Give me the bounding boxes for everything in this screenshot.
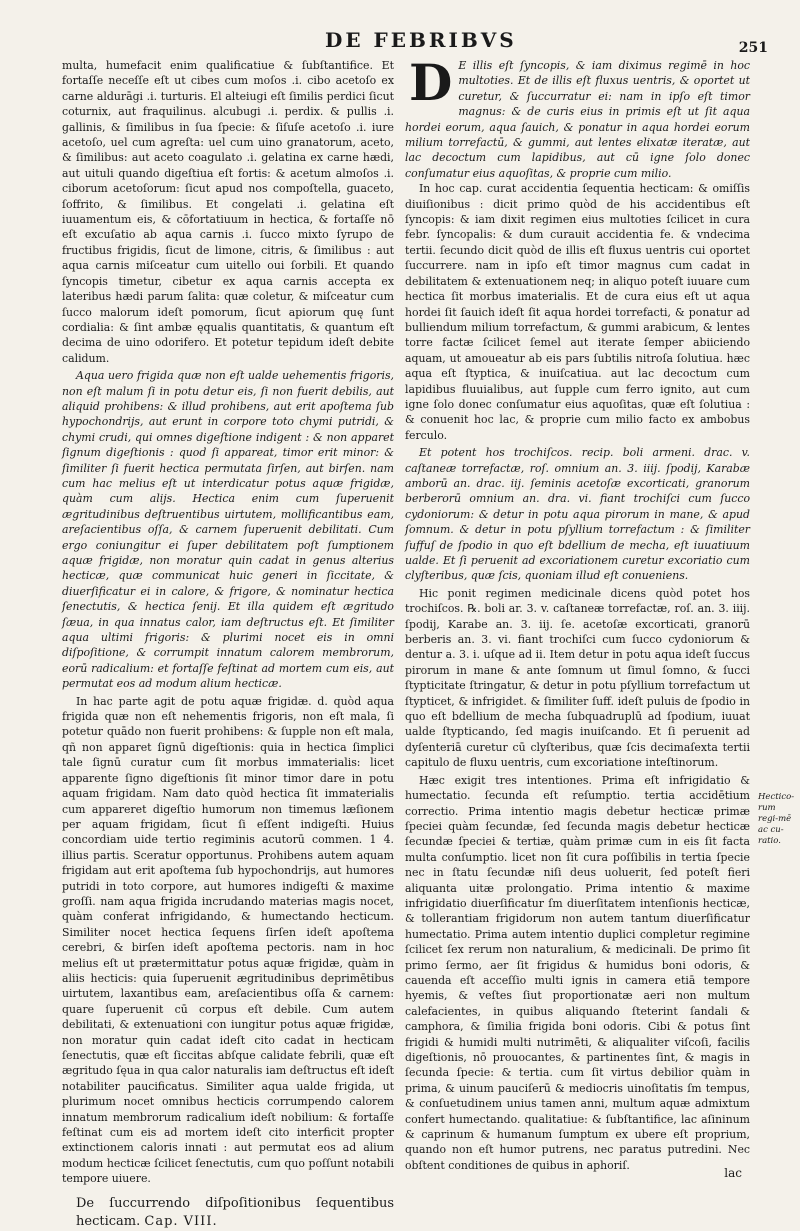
right-paragraph-1: E illis eſt ſyncopis, & iam diximus regimē in hoc multoties. Et de illis eſt fluxus uentris, & oportet ut curetur, & ſuccurratur ei: nam in ipſo eſt timor magnus: & de curis eius in primis eſt ut ſit aqua hordei eorum, aqua ſauich, & ponatur in aqua hordei eorum milium torrefactū, & gummi, aut lentes elixatæ iteratæ, aut lac decoctum cum lapidibus, aut cū igne ſolo donec conſumatur eius aquoſitas, & proprie cum milio. <box>405 59 750 180</box>
chapter-heading-block <box>62 1195 394 1231</box>
left-column <box>62 58 394 1231</box>
page-number: 251 <box>738 40 768 56</box>
running-title: DE FEBRIBVS <box>325 28 517 52</box>
left-paragraph-1: multa, humefacit enim qualificatiue & ſubſtantifice. Et fortaſſe neceſſe eſt ut cibes cum moſos .i. cibo acetoſo ex carne aldurāgi .i. turturis. El alteiugi eſt ſimilis perdici ſicut coturnix, aut fraquilinus. alcubugi .i. perdix. & pullis .i. gallinis, & ſimilibus in ſua ſpecie: & ſiſuſe acetoſo .i. iure acetoſo, uel cum agreſta: uel cum uino granatorum, aceto, & ſimilibus: aut aceto coagulato .i. gelatina ex carne hædi, aut uituli quando digeſtiua eſt fortis: & acetum almoſos .i. ciborum acetoſorum: ſicut apud nos compoſtella, guaceto, ſoffrito, & ſimilibus. Et congelati .i. gelatina eſt iuuamentum eis, & cōfortatiuum in hectica, & fortaſſe nō eſt excuſatio ab aqua carnis .i. ſucco mixto ſyrupo de fructibus frigidis, ſicut de limone, citris, & ſimilibus : aut aqua carnis miſceatur cum uitello oui ſorbili. Et quando ſyncopis timetur, cibetur ex aqua carnis accepta ex lateribus hædi parum ſalita: quæ coletur, & miſceatur cum ſucco malorum ideſt pomorum, ſicut apiorum quę ſunt cordialia: & ſint ambæ ęqualis quantitatis, & quantum eſt decima de uino odorifero. Et potetur tepidum ideſt debite calidum. <box>62 59 394 365</box>
drop-cap: D <box>409 53 453 112</box>
right-paragraph-5: Hæc exigit tres intentiones. Prima eſt infrigidatio & humectatio. ſecunda eſt reſumptio. tertia accidētium correctio. Prima intentio magis debetur hecticæ primæ ſpeciei quàm ſecundæ, ſed ſecunda magis debetur hecticæ ſecundæ ſpeciei & tertiæ, quàm primæ cum in eis ſit facta multa conſumptio. licet non ſit cura poſſibilis in tertia ſpecie nec in ſtatu ſecundæ niſi deus uoluerit, ſed poteſt fieri aliquanta uitæ prolongatio. Prima intentio & maxime infrigidatio diuerſificatur ſm diuerſitatem intenſionis hecticæ, & tollerantiam frigidorum non autem tantum diuerſificatur humectatio. Prima autem intentio duplici completur regimine ſcilicet ſex rerum non naturalium, & medicinali. De primo ſit primo ſermo, aer ſit frigidus & humidus boni odoris, & cauenda eſt acceſſio multi ignis in camera etiā tempore hyemis, & veſtes ſiut proportionatæ aeri non multum calefacientes, in quibus aliquando ſteterint ſandali & camphora, & ſimilia frigida boni odoris. Cibi & potus ſint frigidi & humidi multi nutrimēti, & aliqualiter viſcoſi, facilis digeſtionis, nō prouocantes, & partinentes ſint, & magis in ſecunda ſpecie: & tertia. cum ſit virtus debilior quàm in prima, & uinum pauciſerū & mediocris uinoſitatis ſm tempus, & conſuetudinem unius tamen anni, multum aquæ admixtum confert humectando. qualitatiue: & ſubſtantifice, lac aſininum & caprinum & humanum ſumptum ex ubere eſt proprium, quando non eſt humor putrens, nec paratus putredini. Nec obſtent conditiones de quibus in aphoriſ. <box>405 773 750 1172</box>
chapter-heading: De ſuccurrendo diſpoſitionibus ſequentibus hecticam. <box>76 1195 394 1229</box>
left-paragraph-3: In hac parte agit de potu aquæ frigidæ. d. quòd aqua frigida quæ non eſt nehementis frigoris, non eſt mala, ſi potetur quādo non fuerit prohibens: & ſupple non eſt mala, qñ non apparet ſignū digeſtionis: quia in hectica ſimplici tale ſignū curatur cum ſit morbus immaterialis: licet apparente ſigno digeſtionis ſit minor timor dare in potu aquam frigidam. Nam dato quòd hectica ſit immaterialis cum appareret digeſtio humorum non timemus læſionem per aquam frigidam, ſicut ſi eſſent indigeſti. Huius concordiam uide tertio regiminis acutorū commen. 1 4. illius partis. Sceratur opportunus. Prohibens autem aquam frigidam aut erit apoſtema ſub hypochondrijs, aut humores putridi in toto corpore, aut humores indigeſti & maxime groſſi. nam aqua frigida incrudando materias magis nocet, quàm conferat infrigidando, & humectando hecticum. Similiter nocet hectica ſequens ſirſen ideſt apoſtema cerebri, & birſen ideſt apoſtema pectoris. nam in hoc melius eſt ut prætermittatur potus aquæ frigidæ, quàm in aliis hecticis: quia ſuperuenit ægritudinibus deprimētibus uirtutem, laxantibus eam, areſacientibus oſſa & carnem: quare ſuperuenit cū corpus eſt debile. Cum autem debilitati, & extenuationi con iungitur potus aquæ frigidæ, non moratur quin cadat ideſt cito cadat in hecticam ſenectutis, quæ eſt ſiccitas abſque calidate febrili, quæ eſt ægritudo ſęua in qua calor naturalis iam deſtructus eſt ideſt notabiliter paucificatus. Similiter aqua ualde frigida, ut plurimum nocet omnibus hecticis corrumpendo calorem innatum membrorum radicalium ideſt nobilium: & fortaſſe feſtinat cum eis ad mortem ideſt cito interficit propter extinctionem caloris innati : aut permutat eos ad alium modum hecticæ ſcilicet ſenectutis, cum quo poſſunt notabili tempore uiuere. <box>62 694 394 1186</box>
right-column <box>405 53 750 1173</box>
margin-note: Hectico-rum regi-mē ac cu-ratio. <box>758 792 795 846</box>
right-paragraph-4: Hic ponit regimen medicinale dicens quòd potet hos trochiſcos. ℞. boli ar. 3. v. caſtaneæ torrefactæ, roſ. an. 3. iiij. ſpodij, Karabe an. 3. iij. ſe. acetoſæ excorticati, granorū berberis an. 3. vi. fiant trochiſci cum ſucco cydoniorum & dentur a. 3. i. uſque ad ii. Item detur in potu aqua ideſt ſuccus pirorum in mane & ante ſomnum ut ſimul ſomno, & ſucci ſtypticitate ſtringatur, & detur in potu pſyllium torrefactum ut ſtypticet, & infrigidet. & ſimiliter ſuff. ideſt puluis de ſpodio in quo eſt bdellium de mecha ſubquadruplū ad ſpodium, iuuat ualde ſtypticando, ſed magis inuiſcando. Et ſi peruenit ad dyſenteriā curetur cū clyſteribus, quæ ſcis decimaſexta tertii capitulo de fluxu uentris, cum excoriatione inteſtinorum. <box>405 586 750 770</box>
right-paragraph-2: In hoc cap. curat accidentia ſequentia hecticam: & omiſſis diuiſionibus : dicit primo quòd de his accidentibus eſt ſyncopis: & iam dixit regimen eius multoties ſcilicet in cura febr. ſyncopalis: & dum curauit accidentia fe. & vndecima tertii. ſecundo dicit quòd de illis eſt fluxus uentris cui oportet ſuccurrere. nam in ipſo eſt timor magnus cum cadat in debilitatem & extenuationem neq; in aliquo poteſt iuuare cum hectica ſit morbus imaterialis. Et de cura eius eſt ut aqua hordei ſit ſauich ideſt ſit aqua hordei torrefacti, & ponatur ad bulliendum milium torrefactum, & gummi arabicum, & lentes torre factæ ſcilicet ſemel aut iterate ſemper abiiciendo aquam, ut amoueatur ab eis pars ſubtilis nitroſa ſolutiua. hæc aqua eſt ſtyptica, & inuiſcatiua. aut lac decoctum cum lapidibus fluuialibus, aut ſupple cum ferro ignito, aut cum igne ſolo donec conſumatur eius aquoſitas, quæ eſt ſolutiua : & conuenit hoc lac, & proprie cum milio facto ex ambobus ferculo. <box>405 182 750 442</box>
opening-block <box>405 53 750 181</box>
left-paragraph-2: Aqua uero frigida quæ non eſt ualde uehementis frigoris, non eſt malum ſi in potu detur eis, ſi non fuerit debilis, aut aliquid prohibens: & illud prohibens, aut erit apoſtema ſub hypochondrijs, aut erunt in corpore toto chymi putridi, & chymi crudi, qui omnes digeſtione indigent : & non apparet ſignum digeſtionis : quod ſi appareat, timor erit minor: & ſimiliter ſi fuerit hectica permutata ſirſen, aut birſen. nam cum hac melius eſt ut interdicatur potus aquæ frigidæ, quàm cum alijs. Hectica enim cum ſuperuenit ægritudinibus deſtruentibus uirtutem, mollificantibus eam, areſacientibus oſſa, & carnem ſuperuenit debilitati. Cum ergo coniungitur ei ſuper debilitatem poſt ſumptionem aquæ frigidæ, non moratur quin cadat in genus alterius hecticæ, quæ communicat huic generi in ſiccitate, & diuerſificatur ei in calore, & frigore, & nominatur hectica ſenectutis, & hectica ſenij. Et illa quidem eſt ægritudo ſæua, in qua innatus calor, iam deſtructus eſt. Et ſimiliter aqua ultimi frigoris: & plurimi nocet eis in omni diſpoſitione, & corrumpit innatum calorem membrorum, eorū radicalium: et fortaſſe feſtinat ad mortem cum eis, aut permutat eos ad modum alium hecticæ. <box>62 369 394 691</box>
right-paragraph-3: Et potent hos trochiſcos. recip. boli armeni. drac. v. caſtaneæ torrefactæ, roſ. omnium an. 3. iiij. ſpodij, Karabæ amborū an. drac. iij. ſeminis acetoſæ excorticati, granorum berberorū omnium an. dra. vi. fiant trochiſci cum ſucco cydoniorum: & detur in potu aqua pirorum in mane, & apud ſomnum. & detur in potu pſyllium torrefactum : & ſimiliter ſuffuſ de ſpodio in quo eſt bdellium de mecha, eſt iuuatiuum ualde. Et ſi peruenit ad excoriationem curetur excoriatio cum clyſteribus, quæ ſcis, quoniam illud eſt conueniens. <box>405 446 750 583</box>
chapter-number: Cap. VIII. <box>144 1213 218 1229</box>
catchword: lac <box>724 1166 742 1180</box>
